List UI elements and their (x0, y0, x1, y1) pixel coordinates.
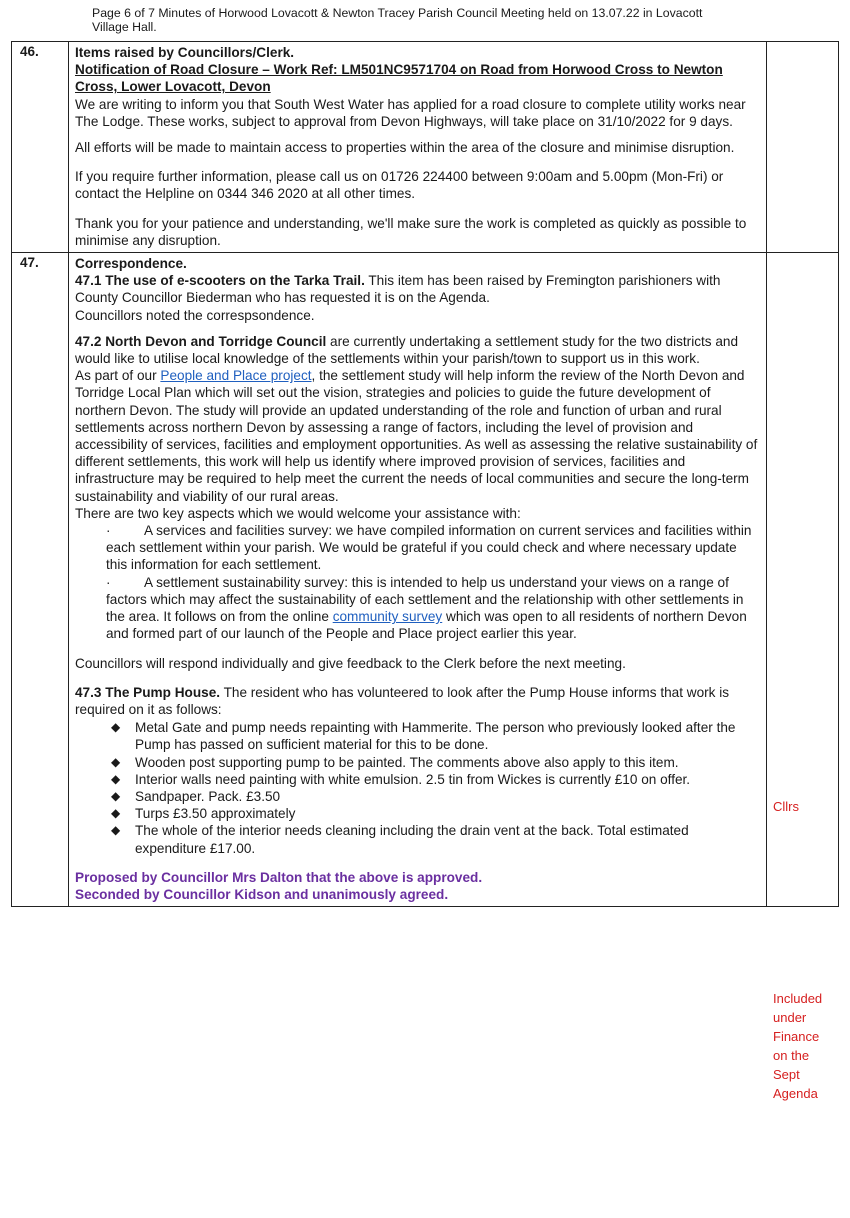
diamond-bullet-icon: ◆ (111, 788, 121, 803)
paragraph: There are two key aspects which we would welcome your assistance with: (75, 505, 521, 521)
list-item (75, 822, 760, 856)
paragraph: Thank you for your patience and understanding, we'll make sure the work is completed as quickly as possible to minimise any disruption. (75, 215, 747, 248)
item-title: Items raised by Councillors/Clerk. (75, 45, 295, 60)
list-item-text: Interior walls need painting with white emulsion. 2.5 tin from Wickes is currently £10 on offer. (135, 771, 691, 787)
minute-number: 46. (12, 42, 69, 253)
list-item-text: Turps £3.50 approximately (135, 806, 296, 822)
community-survey-link[interactable]: community survey (332, 609, 443, 625)
list-item (75, 771, 760, 788)
action-cell (767, 253, 839, 1102)
text: , the settlement study will help inform the review of the North Devon and Torridge Local Plan which will set out the vision, strategies and policies to guide the future development of northern Devon. The study will provide an updated understanding of the role and function of urban and rural settlements across northern Devon by assessing a range of factors, including the level of provision and accessibility of services, facilities and employment opportunities. As well as assessing the relative sustainability of different settlements, this work will help us identify where improved provision of services, facilities and infrastructure may be required to help meet the current the needs of local communities and secure the long-term sustainability and viability of our rural areas. (75, 368, 758, 504)
bullet-dot: · (106, 523, 111, 539)
list-item (75, 754, 760, 771)
section-heading: 47.3 The Pump House. (75, 684, 221, 700)
action-cllrs: Cllrs (773, 799, 799, 815)
text: As part of our (75, 368, 161, 384)
list-item (75, 788, 760, 805)
section-text: are currently undertaking a settlement study for the two districts and would like to utilise local knowledge of the settlements within your parish/town to support us in this work. (75, 333, 739, 367)
section-heading: 47.1 The use of e-scooters on the Tarka Trail. (75, 273, 365, 289)
list-item-text: The whole of the interior needs cleaning including the drain vent at the back. Total estimated expenditure £17.00. (135, 823, 689, 856)
item-title: Correspondence. (75, 256, 187, 272)
bullet-item (75, 522, 760, 574)
section-47-2 (75, 333, 760, 367)
bullet-dot: · (106, 574, 111, 590)
minute-row-46 (12, 42, 839, 253)
action-line: Finance (773, 1029, 820, 1045)
resolution: Councillors will respond individually and give feedback to the Clerk before the next meeting. (75, 655, 626, 671)
section-heading: 47.2 North Devon and Torridge Council (75, 333, 327, 349)
minute-content (69, 253, 767, 907)
section-text: The resident who has volunteered to look after the Pump House informs that work is required on it as follows: (75, 684, 730, 717)
minute-number: 47. (12, 253, 69, 907)
action-line: Sept (773, 1067, 800, 1083)
list-item (75, 805, 760, 822)
diamond-bullet-icon: ◆ (111, 806, 121, 821)
bullet-item (75, 574, 760, 643)
section-text: This item has been raised by Fremington parishioners with County Councillor Biederman who has requested it is on the Agenda. (75, 273, 721, 306)
action-cell (767, 42, 839, 253)
list-item-text: Wooden post supporting pump to be painted. The comments above also apply to this item. (135, 754, 679, 770)
section-47-3 (75, 684, 760, 718)
section-47-1 (75, 272, 760, 306)
header-line-1: Page 6 of 7 Minutes of Horwood Lovacott & Newton Tracey Parish Council Meeting held on 13.07.22 in Lovacott (92, 6, 703, 20)
diamond-bullet-icon: ◆ (111, 771, 121, 786)
diamond-bullet-icon: ◆ (111, 720, 121, 735)
bullet-text: A services and facilities survey: we have compiled information on current services and facilities within each settlement within your parish. We would be grateful if you could check and where necessary update this information for each settlement. (106, 523, 752, 573)
proposed-statement: Proposed by Councillor Mrs Dalton that the above is approved. (75, 869, 483, 885)
list-item-text: Metal Gate and pump needs repainting with Hammerite. The person who previously looked after the Pump has passed on sufficient material for this to be done. (135, 720, 736, 753)
minute-content (69, 42, 767, 253)
paragraph: All efforts will be made to maintain access to properties within the area of the closure and minimise disruption. (75, 140, 735, 156)
paragraph: If you require further information, please call us on 01726 224400 between 9:00am and 5.00pm (Mon-Fri) or contact the Helpline on 0344 346 2020 at all other times. (75, 169, 724, 202)
diamond-bullet-icon: ◆ (111, 823, 121, 838)
minutes-table (11, 41, 839, 1102)
seconded-statement: Seconded by Councillor Kidson and unanimously agreed. (75, 886, 449, 902)
pump-house-list (75, 719, 760, 857)
minute-row-47 (12, 253, 839, 907)
people-and-place-link[interactable]: People and Place project (160, 368, 312, 384)
header-line-2: Village Hall. (92, 20, 157, 34)
action-line: on the (773, 1048, 810, 1064)
paragraph: We are writing to inform you that South West Water has applied for a road closure to complete utility works near The Lodge. These works, subject to approval from Devon Highways, will take place on 31/10/2022 for 9 days. (75, 96, 746, 129)
diamond-bullet-icon: ◆ (111, 754, 121, 769)
action-line: Included (773, 991, 823, 1007)
bullet-text: A settlement sustainability survey: this is intended to help us understand your views on a range of factors which may affect the sustainability of each settlement and the relationship with other settlements in the area. It follows on from the online (106, 574, 744, 625)
action-line: Agenda (773, 1086, 818, 1102)
action-line: under (773, 1010, 807, 1026)
paragraph (75, 367, 760, 505)
road-closure-heading: Notification of Road Closure – Work Ref: LM501NC9571704 on Road from Horwood Cross to Newton Cross, Lower Lovacott, Devon (75, 62, 723, 95)
bullet-text: which was open to all residents of northern Devon and formed part of our launch of the People and Place project earlier this year. (106, 609, 747, 642)
list-item-text: Sandpaper. Pack. £3.50 (135, 788, 281, 804)
page-header (92, 6, 792, 34)
action-finance (773, 989, 822, 1103)
list-item (75, 719, 760, 753)
paragraph: Councillors noted the correspsondence. (75, 307, 315, 323)
